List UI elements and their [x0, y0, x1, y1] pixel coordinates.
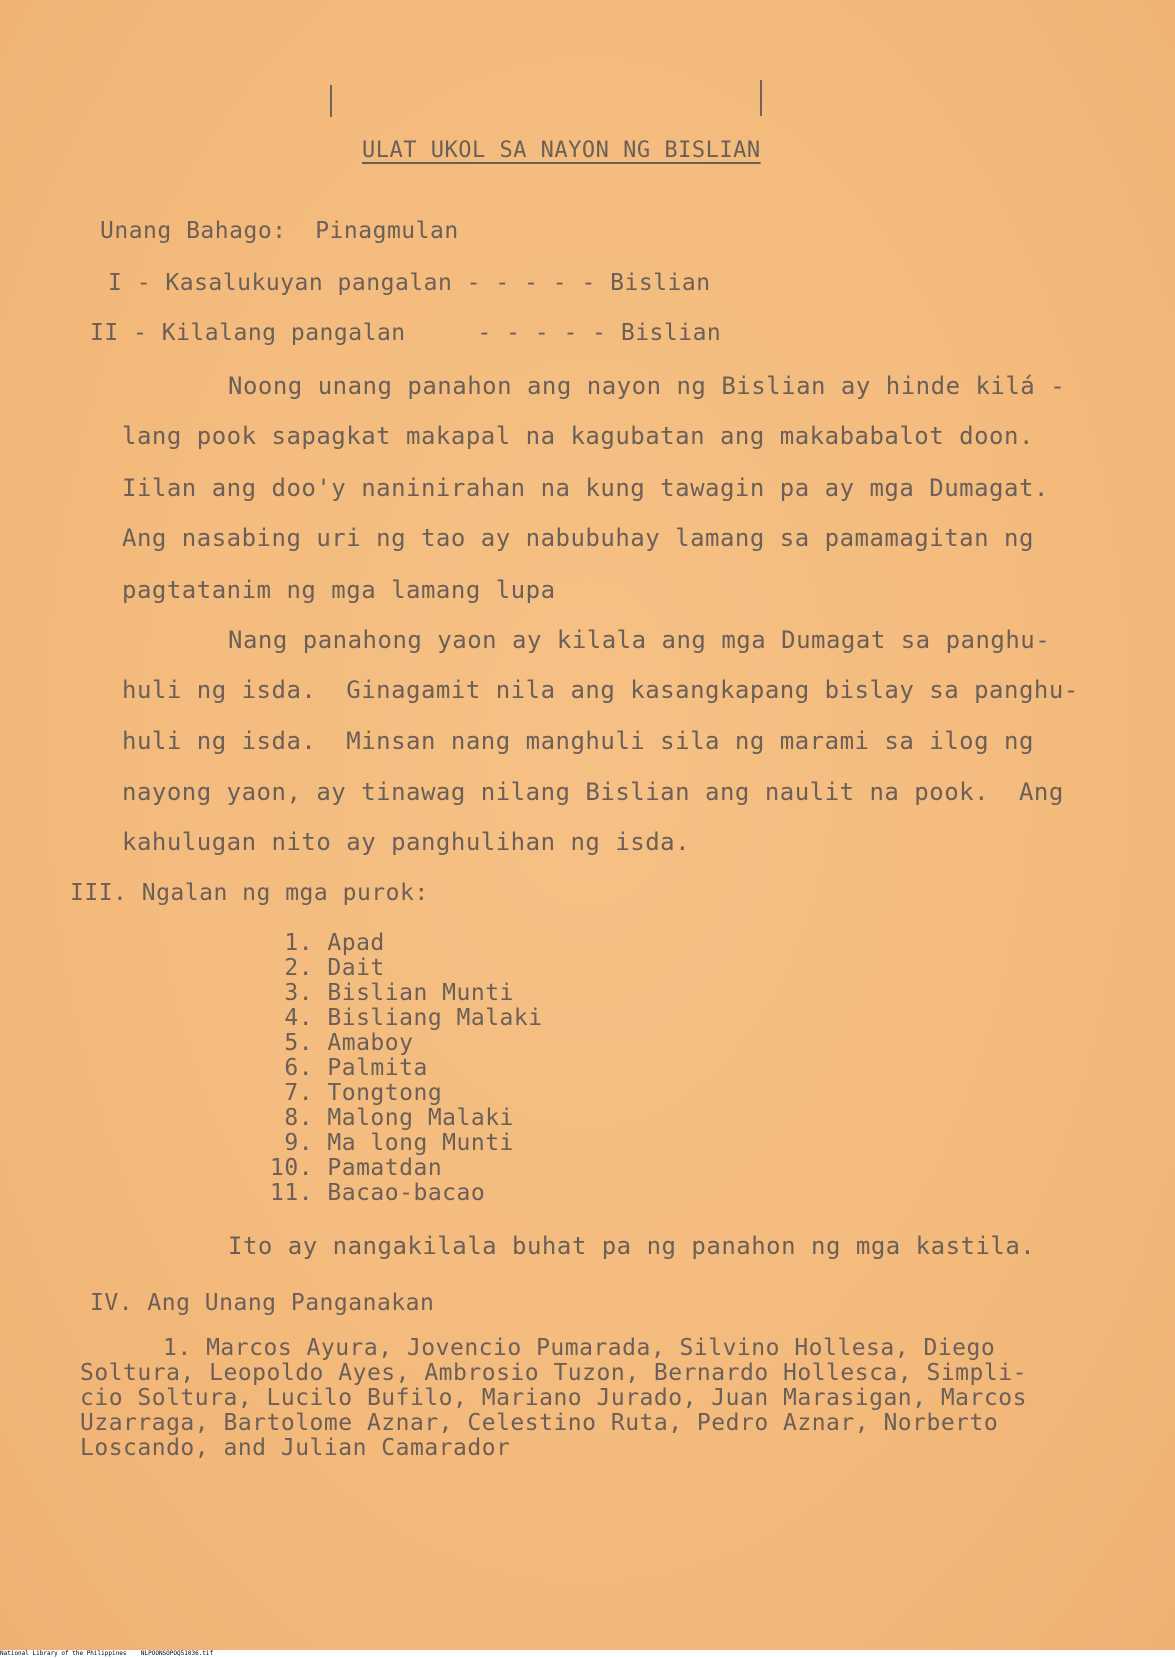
purok-list-item: 1. Apad: [270, 930, 385, 956]
purok-list-item: 7. Tongtong: [270, 1080, 443, 1106]
section-known-name: II - Kilalang pangalan - - - - - Bislian: [90, 320, 722, 346]
purok-list-item: 10. Pamatdan: [270, 1155, 443, 1181]
purok-list-item: 3. Bislian Munti: [270, 980, 514, 1006]
part-heading: Unang Bahago: Pinagmulan: [100, 218, 459, 244]
purok-list-item: 9. Ma long Munti: [270, 1130, 514, 1156]
paragraph-2-line: huli ng isda. Ginagamit nila ang kasangkapang bislay sa panghu-: [122, 676, 1079, 704]
section-founders-heading: IV. Ang Unang Panganakan: [90, 1290, 435, 1316]
purok-list-item: 2. Dait: [270, 955, 385, 981]
margin-mark-left: [330, 85, 332, 117]
document-title: ULAT UKOL SA NAYON NG BISLIAN: [362, 138, 761, 163]
section-current-name: I - Kasalukuyan pangalan - - - - - Bislian: [108, 270, 711, 296]
paragraph-1-line: Noong unang panahon ang nayon ng Bislian ay hinde kilá -: [228, 372, 1066, 400]
purok-list-item: 11. Bacao-bacao: [270, 1180, 486, 1206]
paragraph-2-line: huli ng isda. Minsan nang manghuli sila ng marami sa ilog ng: [122, 727, 1034, 755]
purok-list-item: 8. Malong Malaki: [270, 1105, 514, 1131]
purok-list-item: 4. Bisliang Malaki: [270, 1005, 543, 1031]
founders-line: Loscando, and Julian Camarador: [80, 1435, 511, 1461]
margin-mark-right: [760, 80, 762, 116]
paragraph-2-line: kahulugan nito ay panghulihan ng isda.: [122, 828, 691, 856]
paragraph-1-line: pagtatanim ng mga lamang lupa: [122, 576, 556, 604]
founders-line: Uzarraga, Bartolome Aznar, Celestino Ruta, Pedro Aznar, Norberto: [80, 1410, 999, 1436]
archive-footer: National Library of the Philippines NLPOONSOPOQ51036.tif: [0, 1650, 1175, 1658]
founders-line: cio Soltura, Lucilo Bufilo, Mariano Jurado, Juan Marasigan, Marcos: [80, 1385, 1027, 1411]
purok-list-item: 5. Amaboy: [270, 1030, 414, 1056]
paragraph-2-line: Nang panahong yaon ay kilala ang mga Dumagat sa panghu-: [228, 626, 1051, 654]
purok-note: Ito ay nangakilala buhat pa ng panahon ng mga kastila.: [228, 1232, 1036, 1260]
paragraph-2-line: nayong yaon, ay tinawag nilang Bislian ang naulit na pook. Ang: [122, 778, 1064, 806]
founders-line: Soltura, Leopoldo Ayes, Ambrosio Tuzon, Bernardo Hollesca, Simpli-: [80, 1360, 1027, 1386]
section-purok-heading: III. Ngalan ng mga purok:: [70, 880, 429, 906]
purok-list-item: 6. Palmita: [270, 1055, 428, 1081]
founders-line: 1. Marcos Ayura, Jovencio Pumarada, Silvino Hollesa, Diego: [120, 1335, 996, 1361]
paragraph-1-line: lang pook sapagkat makapal na kagubatan ang makababalot doon.: [122, 422, 1034, 450]
paragraph-1-line: Ang nasabing uri ng tao ay nabubuhay lamang sa pamamagitan ng: [122, 524, 1034, 552]
paragraph-1-line: Iilan ang doo'y naninirahan na kung tawagin pa ay mga Dumagat.: [122, 474, 1049, 502]
